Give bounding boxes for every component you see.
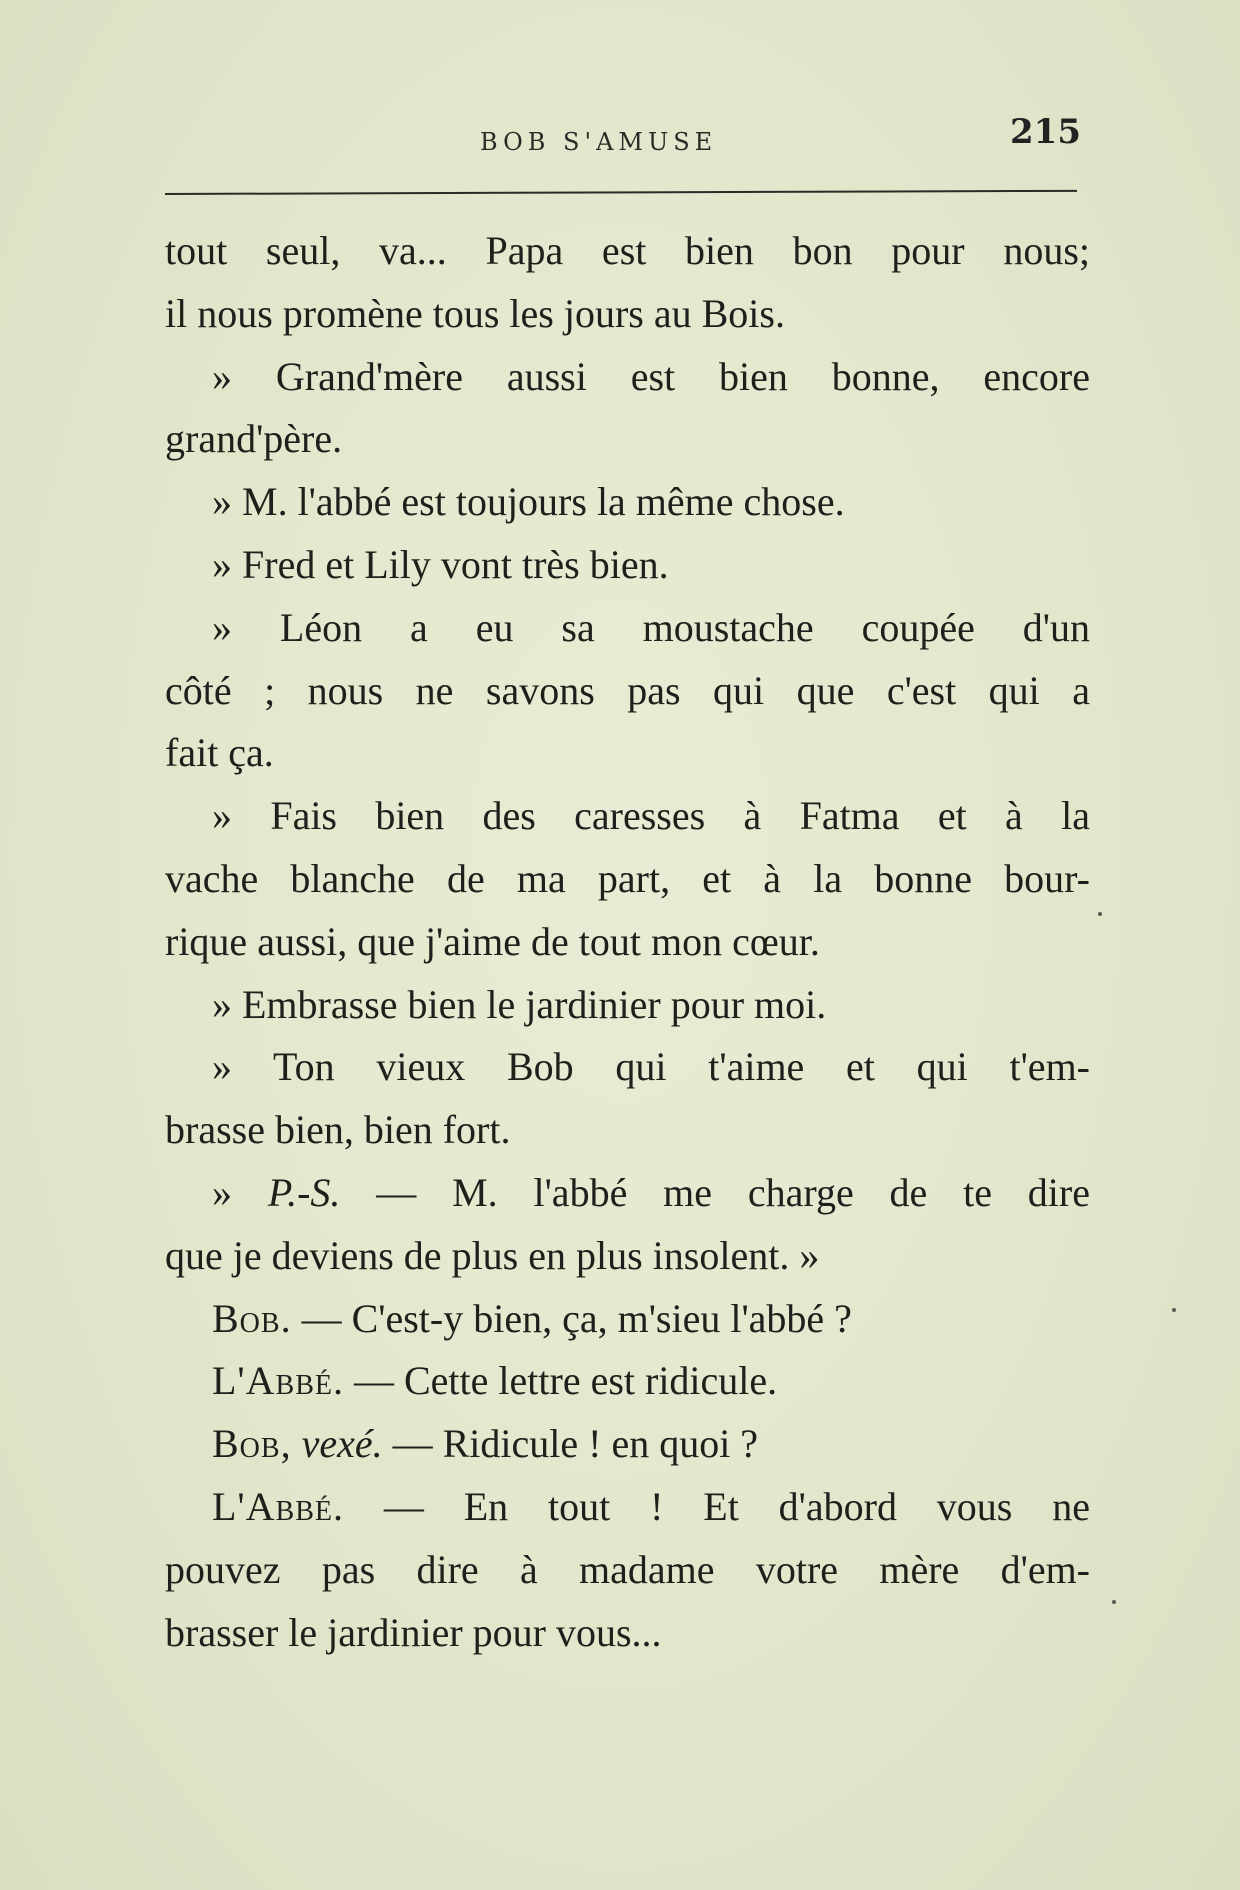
text-line: il nous promène tous les jours au Bois. — [165, 290, 785, 336]
text-line: vache blanche de ma part, et à la bonne bour- — [165, 855, 1090, 901]
dialogue-text: — Ridicule ! en quoi ? — [382, 1421, 759, 1467]
text-line: pouvez pas dire à madame votre mère d'em- — [165, 1546, 1090, 1592]
paper-speck — [1098, 912, 1102, 916]
text-line: rique aussi, que j'aime de tout mon cœur. — [165, 918, 820, 964]
dialogue-line — [165, 1476, 1090, 1539]
text-line: que je deviens de plus en plus insolent. » — [165, 1232, 820, 1278]
text-line: » M. l'abbé est toujours la même chose. — [212, 479, 845, 525]
quote-mark: » — [212, 1169, 268, 1215]
dialogue-text: — Cette lettre est ridicule. — [343, 1358, 778, 1404]
text-line: grand'père. — [165, 416, 343, 462]
dialogue-line — [165, 1413, 1090, 1476]
dialogue-line — [165, 1350, 1090, 1413]
dialogue-line — [165, 1288, 1090, 1351]
text-line: » Fred et Lily vont très bien. — [212, 541, 669, 587]
text-line: tout seul, va... Papa est bien bon pour nous; — [165, 228, 1090, 273]
speaker-name: L'Abbé. — [212, 1358, 344, 1404]
paper-speck — [1112, 1600, 1116, 1604]
stage-direction: vexé. — [301, 1421, 383, 1467]
page-body — [165, 220, 1090, 1664]
text-line: » Ton vieux Bob qui t'aime et qui t'em- — [212, 1044, 1090, 1090]
speaker-name: L'Abbé. — [212, 1483, 344, 1529]
running-title: BOB S'AMUSE — [480, 128, 718, 156]
text-line: » Fais bien des caresses à Fatma et à la — [212, 793, 1090, 839]
dialogue-text: — C'est-y bien, ça, m'sieu l'abbé ? — [291, 1295, 852, 1341]
text-line: brasse bien, bien fort. — [165, 1107, 511, 1153]
text-line: » Grand'mère aussi est bien bonne, encore — [212, 353, 1090, 399]
postscript-text: — M. l'abbé me charge de te dire — [340, 1169, 1090, 1215]
text-line: côté ; nous ne savons pas qui que c'est qui a — [165, 667, 1090, 713]
postscript-label: P.-S. — [267, 1169, 341, 1215]
speaker-name: Bob. — [212, 1295, 292, 1341]
page-number: 215 — [1010, 112, 1081, 152]
paper-speck — [1172, 1308, 1176, 1312]
text-line: » Léon a eu sa moustache coupée d'un — [212, 604, 1090, 650]
header-rule — [165, 190, 1077, 195]
text-line: » Embrasse bien le jardinier pour moi. — [212, 981, 827, 1027]
dialogue-text: — En tout ! Et d'abord vous ne — [343, 1483, 1090, 1529]
text-line: fait ça. — [165, 730, 274, 776]
speaker-name: Bob, — [212, 1421, 292, 1467]
text-line: brasser le jardinier pour vous... — [165, 1609, 662, 1655]
postscript-line — [165, 1162, 1090, 1225]
